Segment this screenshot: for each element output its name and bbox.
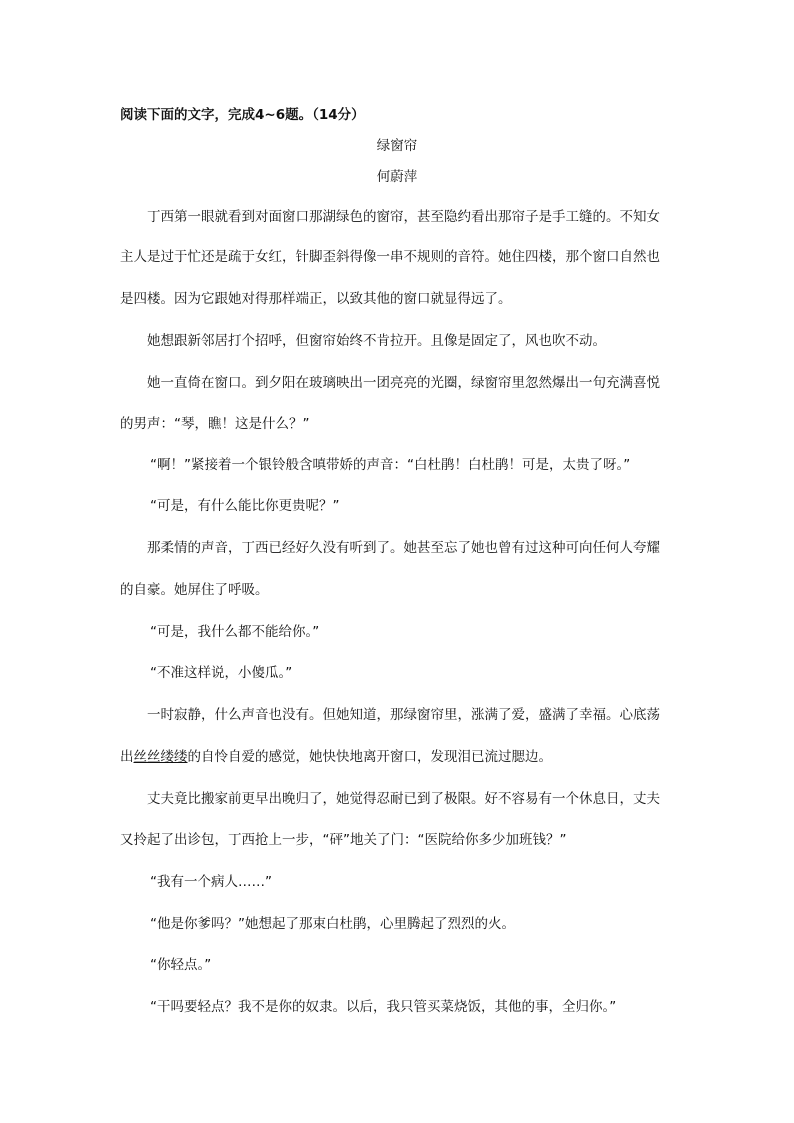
line-text: 的自怜自爱的感觉，她快快地离开窗口，发现泪已流过腮边。 <box>187 749 552 765</box>
paragraph-line: 那柔情的声音，丁西已经好久没有听到了。她甚至忘了她也曾有过这种可向任何人夸耀 <box>147 540 660 556</box>
paragraph-line: 是四楼。因为它跟她对得那样端正，以致其他的窗口就显得远了。 <box>120 291 512 307</box>
paragraph-line: 的自豪。她屏住了呼吸。 <box>120 582 269 598</box>
paragraph-line: “我有一个病人……” <box>150 874 272 890</box>
underlined-phrase: 丝丝缕缕 <box>133 749 188 765</box>
paragraph-line <box>120 745 552 765</box>
question-instruction: 阅读下面的文字，完成4~6题。（14分） <box>120 107 365 123</box>
paragraph-line: “啊！”紧接着一个银铃般含嗔带娇的声音：“白杜鹃！白杜鹃！可是，太贵了呀。” <box>150 457 631 473</box>
paragraph-line: “不准这样说，小傻瓜。” <box>150 665 293 681</box>
paragraph-line: 一时寂静，什么声音也没有。但她知道，那绿窗帘里，涨满了爱，盛满了幸福。心底荡 <box>147 707 660 723</box>
paragraph-line: 又拎起了出诊包，丁西抢上一步，“砰”地关了门：“医院给你多少加班钱？” <box>120 832 567 848</box>
paragraph-line: 她想跟新邻居打个招呼，但窗帘始终不肯拉开。且像是固定了，风也吹不动。 <box>147 333 606 349</box>
line-text: 出 <box>120 749 134 765</box>
paragraph-line: “你轻点。” <box>150 957 212 973</box>
paragraph-line: “他是你爹吗？”她想起了那束白杜鹃，心里腾起了烈烈的火。 <box>150 916 515 932</box>
paragraph-line: “可是，有什么能比你更贵呢？” <box>150 498 340 514</box>
story-title: 绿窗帘 <box>376 138 418 154</box>
story-author: 何蔚萍 <box>376 169 418 185</box>
paragraph-line: 她一直倚在窗口。到夕阳在玻璃映出一团亮亮的光圈，绿窗帘里忽然爆出一句充满喜悦 <box>147 375 660 391</box>
paragraph-line: 丈夫竟比搬家前更早出晚归了，她觉得忍耐已到了极限。好不容易有一个休息日，丈夫 <box>147 791 660 807</box>
paragraph-line: “可是，我什么都不能给你。” <box>150 624 320 640</box>
paragraph-line: 的男声：“琴，瞧！这是什么？” <box>120 416 310 432</box>
paragraph-line: 丁西第一眼就看到对面窗口那湖绿色的窗帘，甚至隐约看出那帘子是手工缝的。不知女 <box>147 209 660 225</box>
paragraph-line: 主人是过于忙还是疏于女红，针脚歪斜得像一串不规则的音符。她住四楼，那个窗口自然也 <box>120 249 660 265</box>
paragraph-line: “干吗要轻点？我不是你的奴隶。以后，我只管买菜烧饭，其他的事，全归你。” <box>150 999 617 1015</box>
